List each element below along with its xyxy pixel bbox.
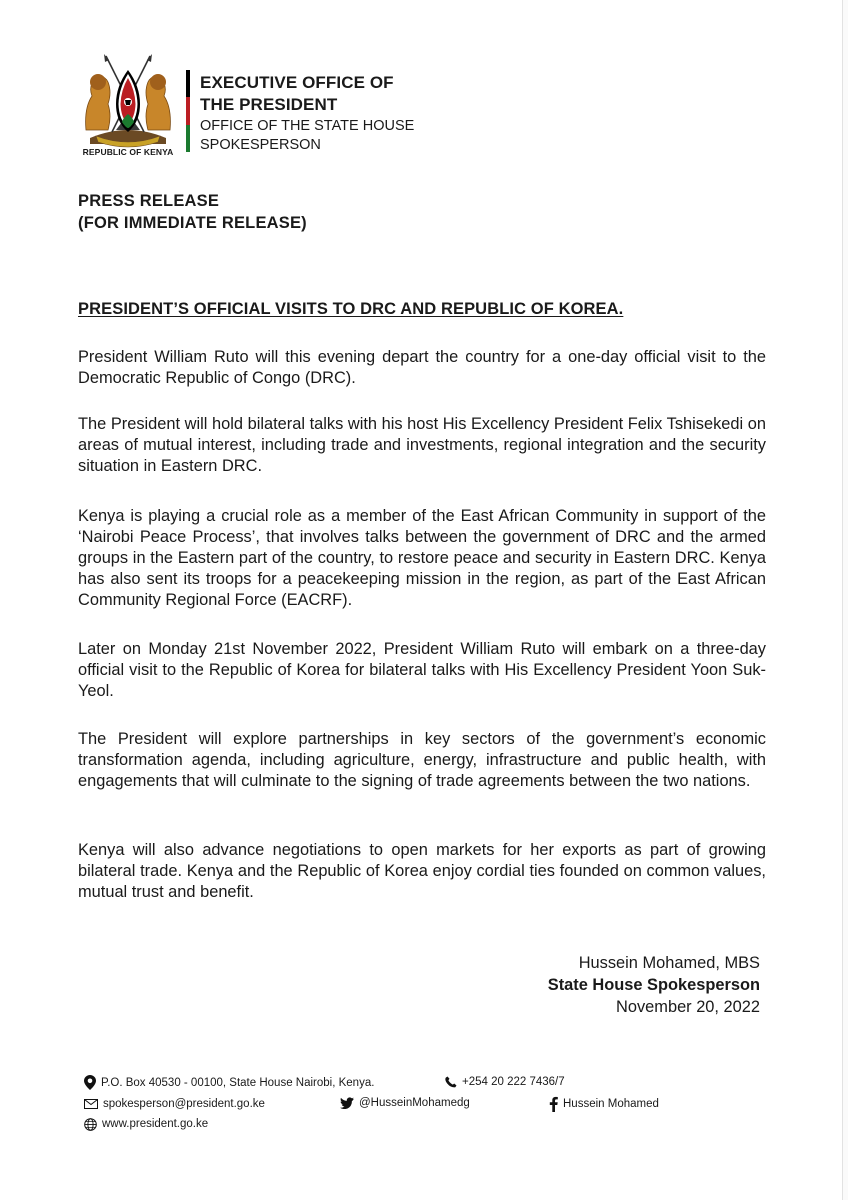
flag-stripe-green — [186, 125, 190, 152]
facebook-icon — [549, 1096, 558, 1112]
office-line-3: OFFICE OF THE STATE HOUSE — [200, 118, 415, 134]
footer-facebook[interactable] — [549, 1096, 659, 1112]
paragraph-4: Later on Monday 21st November 2022, President William Ruto will embark on a three-day official visit to the Republic of Korea for bilateral talks with His Excellency President Yoon Suk-Yeol. — [78, 640, 766, 700]
office-line-2: THE PRESIDENT — [200, 95, 338, 114]
footer-address-text: P.O. Box 40530 - 00100, State House Nairobi, Kenya. — [101, 1076, 375, 1089]
footer-email[interactable] — [84, 1097, 265, 1111]
twitter-icon — [340, 1097, 354, 1109]
office-line-1: EXECUTIVE OFFICE OF — [200, 73, 394, 92]
paragraph-1: President William Ruto will this evening depart the country for a one-day official visit to the Democratic Republic of Congo (DRC). — [78, 348, 766, 387]
flag-stripe-black — [186, 70, 190, 97]
coat-of-arms-emblem — [78, 52, 178, 162]
mail-icon — [84, 1099, 98, 1109]
signature-block — [548, 952, 760, 1018]
footer-phone — [445, 1075, 565, 1089]
footer-twitter-text[interactable]: @HusseinMohamedg — [359, 1097, 470, 1109]
signatory-title: State House Spokesperson — [547, 976, 760, 994]
phone-icon — [445, 1076, 457, 1088]
globe-icon — [84, 1118, 97, 1131]
paragraph-2: The President will hold bilateral talks with his host His Excellency President Felix Tshisekedi on areas of mutual interest, including trade and investments, regional integration and the security situation in Eastern DRC. — [78, 415, 766, 475]
footer-address — [84, 1075, 374, 1090]
press-release-label: PRESS RELEASE — [78, 192, 220, 210]
paragraph-3: Kenya is playing a crucial role as a member of the East African Community in support of the ‘Nairobi Peace Process’, that involves talks between the government of DRC and the armed groups in the Eastern part of the country, to restore peace and security in Eastern DRC. Kenya has also sent its troops for a peacekeeping mission in the region, as part of the East African Community Regional Force (EACRF). — [78, 507, 766, 609]
immediate-release-label: (FOR IMMEDIATE RELEASE) — [78, 214, 307, 232]
location-pin-icon — [84, 1075, 96, 1090]
footer-twitter[interactable] — [340, 1096, 470, 1110]
footer-email-text[interactable]: spokesperson@president.go.ke — [103, 1098, 265, 1110]
office-name-block — [200, 72, 480, 155]
country-caption: REPUBLIC OF KENYA — [82, 147, 174, 157]
paragraph-6: Kenya will also advance negotiations to open markets for her exports as part of growing bilateral trade. Kenya and the Republic of Korea enjoy cordial ties founded on common values, mutual trust and benefit. — [78, 841, 766, 901]
headline: PRESIDENT’S OFFICIAL VISITS TO DRC AND REPUBLIC OF KOREA. — [78, 300, 624, 318]
footer-phone-text: +254 20 222 7436/7 — [462, 1076, 565, 1088]
footer-facebook-text[interactable]: Hussein Mohamed — [563, 1098, 659, 1110]
release-date: November 20, 2022 — [616, 998, 760, 1016]
flag-stripe-red — [186, 97, 190, 125]
footer-website-text[interactable]: www.president.go.ke — [102, 1118, 209, 1130]
office-line-4: SPOKESPERSON — [200, 137, 321, 153]
flag-color-bar — [186, 70, 190, 152]
footer-website[interactable] — [84, 1117, 208, 1131]
letterhead — [78, 52, 478, 162]
signatory-name: Hussein Mohamed, MBS — [578, 954, 760, 972]
paragraph-5: The President will explore partnerships in key sectors of the government’s economic transformation agenda, including agriculture, energy, infrastructure and public health, with engagements that will culminate to the signing of trade agreements between the two nations. — [78, 730, 766, 790]
